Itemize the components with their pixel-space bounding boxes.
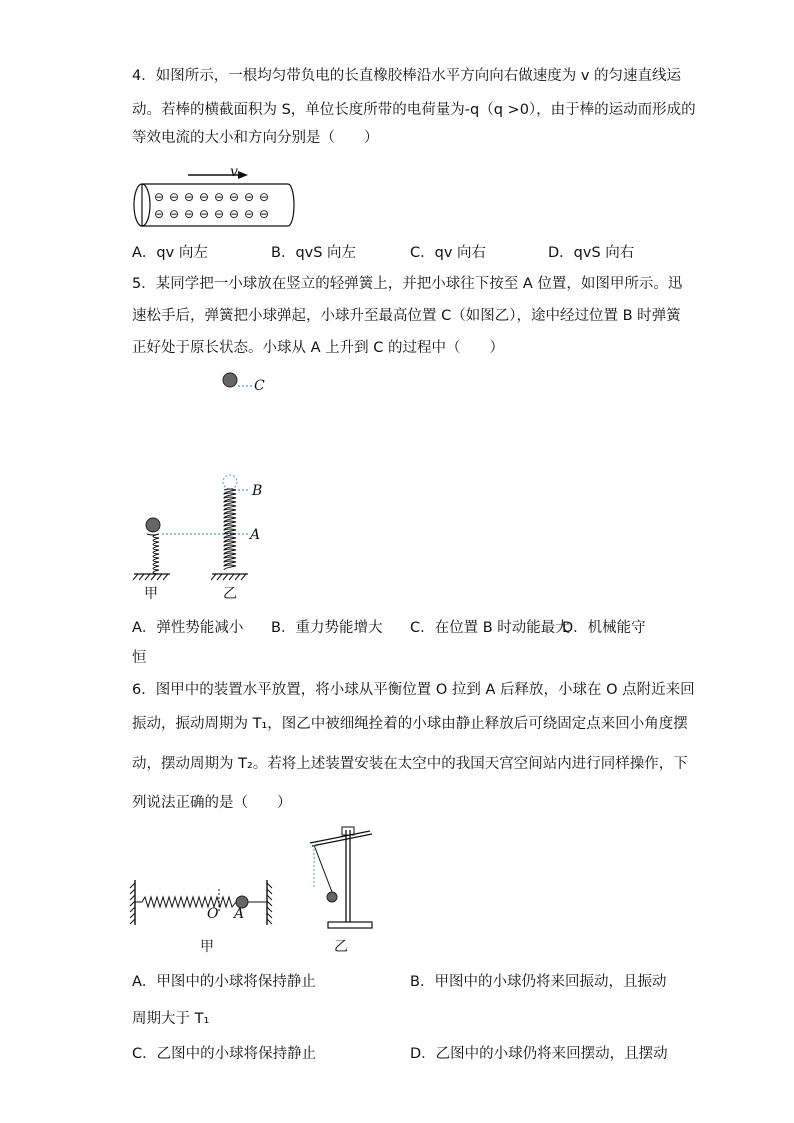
q5-stem-line-1: 5．某同学把一小球放在竖立的轻弹簧上，并把小球往下按至 A 位置，如图甲所示。迅 <box>132 276 683 292</box>
caption-yi-6: 乙 <box>334 939 348 955</box>
negative-charge-icon: ⊖ <box>199 190 210 204</box>
q5-option-a[interactable]: A．弹性势能减小 <box>132 620 244 636</box>
negative-charge-icon: ⊖ <box>244 207 255 221</box>
negative-charge-icon: ⊖ <box>184 190 195 204</box>
label-o: O <box>207 906 219 922</box>
q4-option-d[interactable]: D．qvS 向右 <box>548 245 635 261</box>
q4-stem-line-2: 动。若棒的横截面积为 S，单位长度所带的电荷量为-q（q >0），由于棒的运动而形成的 <box>132 102 696 118</box>
q4-option-c[interactable]: C．qv 向右 <box>410 245 487 261</box>
negative-charges <box>154 190 269 221</box>
negative-charge-icon: ⊖ <box>214 207 225 221</box>
label-a-6: A <box>234 906 245 922</box>
q6-option-b[interactable]: B．甲图中的小球仍将来回振动，且振动 <box>410 974 667 990</box>
q6-option-c[interactable]: C．乙图中的小球将保持静止 <box>132 1046 317 1062</box>
q4-option-b[interactable]: B．qvS 向左 <box>271 245 357 261</box>
q4-stem-line-1: 4．如图所示，一根均匀带负电的长直橡胶棒沿水平方向向右做速度为 v 的匀速直线运 <box>132 68 682 84</box>
q5-option-b[interactable]: B．重力势能增大 <box>271 620 383 636</box>
ball-at-c <box>223 373 237 387</box>
q5-option-d-wrap: 恒 <box>132 650 147 666</box>
negative-charge-icon: ⊖ <box>244 190 255 204</box>
q4-option-a[interactable]: A．qv 向左 <box>132 245 208 261</box>
label-a: A <box>250 527 261 543</box>
q4-stem-line-3: 等效电流的大小和方向分别是（ ） <box>132 130 379 146</box>
q6-figure-oscillators <box>130 825 380 960</box>
negative-charge-icon: ⊖ <box>199 207 210 221</box>
velocity-label: v <box>230 164 238 180</box>
caption-jia-6: 甲 <box>200 939 214 955</box>
q4-figure-charged-rod <box>130 164 300 230</box>
stand-base <box>328 922 372 928</box>
label-b: B <box>252 483 263 499</box>
ball-ghost-at-b <box>223 475 237 489</box>
negative-charge-icon: ⊖ <box>154 190 165 204</box>
negative-charge-icon: ⊖ <box>154 207 165 221</box>
q5-stem-line-2: 速松手后，弹簧把小球弹起，小球升至最高位置 C（如图乙），途中经过位置 B 时弹簧 <box>132 308 681 324</box>
q5-option-d[interactable]: D．机械能守 <box>562 620 646 636</box>
q5-figure-springs <box>130 368 280 603</box>
ball-at-a <box>146 518 160 532</box>
negative-charge-icon: ⊖ <box>184 207 195 221</box>
label-c: C <box>254 378 265 394</box>
caption-jia: 甲 <box>144 586 158 602</box>
q5-option-c[interactable]: C．在位置 B 时动能最大 <box>410 620 570 636</box>
q6-stem-line-1: 6．图甲中的装置水平放置，将小球从平衡位置 O 拉到 A 后释放，小球在 O 点附近来回 <box>132 682 695 698</box>
q6-stem-line-4: 列说法正确的是（ ） <box>132 795 292 811</box>
horizontal-spring <box>135 897 236 907</box>
q6-stem-line-3: 动，摆动周期为 T₂。若将上述装置安装在太空中的我国天宫空间站内进行同样操作，下 <box>132 756 688 772</box>
negative-charge-icon: ⊖ <box>169 190 180 204</box>
velocity-arrowhead <box>238 171 248 179</box>
negative-charge-icon: ⊖ <box>169 207 180 221</box>
q5-stem-line-3: 正好处于原长状态。小球从 A 上升到 C 的过程中（ ） <box>132 340 504 356</box>
q6-option-d[interactable]: D．乙图中的小球仍将来回摆动，且摆动 <box>410 1046 668 1062</box>
q6-option-a[interactable]: A．甲图中的小球将保持静止 <box>132 974 316 990</box>
pendulum-bob <box>327 892 337 902</box>
caption-yi: 乙 <box>223 586 237 602</box>
negative-charge-icon: ⊖ <box>229 207 240 221</box>
negative-charge-icon: ⊖ <box>259 190 270 204</box>
negative-charge-icon: ⊖ <box>214 190 225 204</box>
q6-option-b-wrap: 周期大于 T₁ <box>132 1011 210 1027</box>
negative-charge-icon: ⊖ <box>229 190 240 204</box>
q6-stem-line-2: 振动，振动周期为 T₁，图乙中被细绳拴着的小球由静止释放后可绕固定点来回小角度摆 <box>132 716 688 732</box>
negative-charge-icon: ⊖ <box>259 207 270 221</box>
compressed-spring <box>147 534 159 574</box>
natural-length-spring <box>224 489 236 570</box>
